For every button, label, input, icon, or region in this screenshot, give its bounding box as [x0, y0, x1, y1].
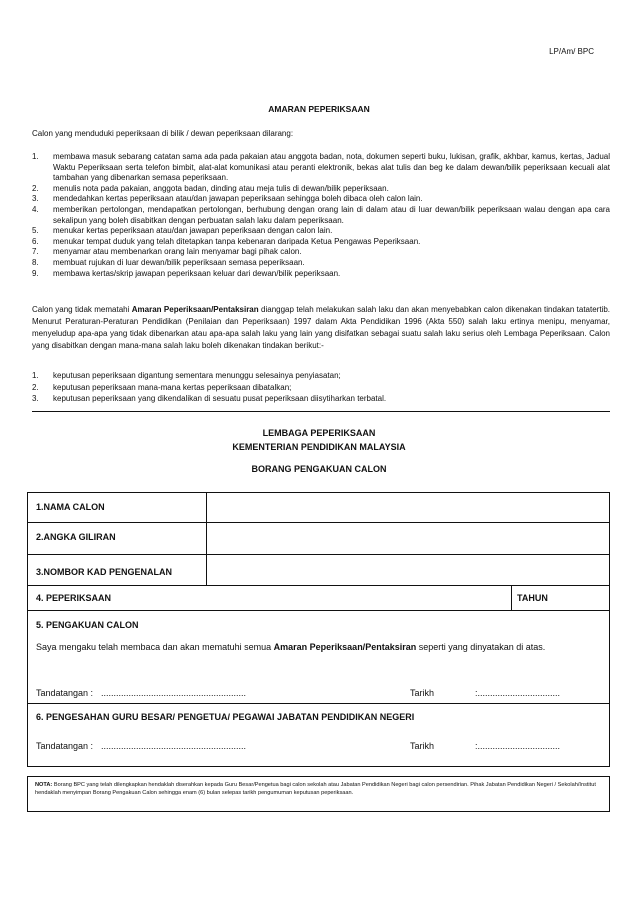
verifier-signature-label: Tandatangan : [36, 741, 94, 751]
rule-item: 3. mendedahkan kertas peperiksaan atau/dan jawapan peperiksaan sehingga boleh dibaca oleh calon lain. [32, 194, 423, 204]
candidate-name-label: 1.NAMA CALON [36, 502, 105, 512]
consequence-item: 2. keputusan peperiksaan mana-mana kertas peperiksaan dibatalkan; [32, 382, 292, 392]
rule-item: 7. menyamar atau membenarkan orang lain menyamar bagi pihak calon. [32, 247, 302, 257]
rule-item: 5. menukar kertas peperiksaan atau/dan jawapan peperiksaan dengan calon lain. [32, 226, 333, 236]
examination-label: 4. PEPERIKSAAN [36, 593, 112, 603]
rule-item: 6. menukar tempat duduk yang telah ditetapkan tanpa kebenaran daripada Ketua Pengawas Peperiksaan. [32, 236, 421, 246]
warning-title: AMARAN PEPERIKSAAN [268, 104, 370, 114]
consequence-item: 3. keputusan peperiksaan yang dikendalikan di sesuatu pusat peperiksaan diisytiharkan terbatal. [32, 394, 387, 403]
candidate-declaration-form [27, 492, 610, 767]
index-number-label: 2.ANGKA GILIRAN [36, 532, 116, 542]
misconduct-paragraph: Calon yang tidak mematahi Amaran Peperiksaan/Pentaksiran dianggap telah melakukan salah laku dan akan menyebabkan calon dikenakan tindakan tatatertib. Menurut Peraturan-Peraturan Pendidikan (Penilaian dan Peperiksaan) 1997 dalam Akta Pendidikan 1996 (Akta 550) salah laku ertinya menipu, menyamar, menyeludup apa-apa yang tidak dibenarkan atau apa-apa salah laku yang lain yang disifatkan sebagai suatu salah laku serius oleh Lembaga Peperiksaan. Calon yang disabitkan dengan mana-mana salah laku boleh dikenakan tindakan berikut:- [32, 305, 611, 350]
verification-heading: 6. PENGESAHAN GURU BESAR/ PENGETUA/ PEGAWAI JABATAN PENDIDIKAN NEGERI [36, 712, 415, 722]
year-field[interactable] [558, 586, 609, 610]
form-reference-code: LP/Am/ BPC [549, 47, 594, 56]
candidate-signature-label: Tandatangan : [36, 688, 94, 698]
candidate-signature-line[interactable]: .......................................................... [101, 688, 247, 698]
verifier-signature-line[interactable]: .......................................................... [101, 741, 247, 751]
consequences-list [32, 370, 610, 405]
prohibited-actions-list [32, 152, 610, 279]
rule-item: 1. membawa masuk sebarang catatan sama ada pada pakaian atau anggota badan, nota, dokumen seperti buku, lukisan, grafik, akhbar, kamus, kertas, Jadual Waktu Peperiksaan serta telefon bimbit, alat-alat komunikasi atau peranti elektronik, bekas alat tulis dan beg ke dalam dewan/bilik peperiksaan kecuali alat tambahan yang dibenarkan semasa peperiksaan. [32, 152, 610, 183]
row-divider [28, 610, 609, 611]
column-divider [511, 585, 512, 610]
ic-number-label: 3.NOMBOR KAD PENGENALAN [36, 567, 173, 577]
year-label: TAHUN [517, 593, 548, 603]
declaration-heading: 5. PENGAKUAN CALON [36, 620, 139, 630]
note-box [27, 776, 610, 812]
rule-item: 9. membawa kertas/skrip jawapan peperiksaan keluar dari dewan/bilik peperiksaan. [32, 268, 341, 278]
rule-item: 8. membuat rujukan di luar dewan/bilik peperiksaan semasa peperiksaan. [32, 257, 305, 267]
column-divider [206, 493, 207, 585]
warning-intro: Calon yang menduduki peperiksaan di bilik / dewan peperiksaan dilarang: [32, 129, 294, 138]
rule-item: 2. menulis nota pada pakaian, anggota badan, dinding atau meja tulis di dewan/bilik peperiksaan. [32, 183, 389, 193]
declaration-statement: Saya mengaku telah membaca dan akan mematuhi semua Amaran Peperiksaan/Pentaksiran seperti yang dinyatakan di atas. [36, 642, 546, 652]
note-label: NOTA: [35, 782, 53, 788]
candidate-date-line[interactable]: :................................. [475, 688, 561, 698]
section-divider [32, 411, 610, 412]
index-number-field[interactable] [208, 523, 609, 554]
note-text: Borang BPC yang telah dilengkapkan hendaklah diserahkan kepada Guru Besar/Pengetua bagi calon sekolah atau Jabatan Pendidikan Negeri bagi calon persendirian. Pihak Jabatan Pendidikan Negeri / Sekolah/Institut hendaklah menyimpan Borang Pengakuan Calon sehingga enam (6) bulan selepas tarikh pengumuman keputusan peperiksaan. [35, 782, 596, 796]
ic-number-field[interactable] [208, 555, 609, 585]
examination-field[interactable] [138, 586, 510, 610]
ministry-name: KEMENTERIAN PENDIDIKAN MALAYSIA [232, 442, 406, 452]
verifier-date-line[interactable]: :................................. [475, 741, 561, 751]
row-divider [28, 703, 609, 704]
candidate-date-label: Tarikh [410, 688, 435, 698]
verifier-date-label: Tarikh [410, 741, 435, 751]
organisation-name: LEMBAGA PEPERIKSAAN [262, 428, 376, 438]
consequence-item: 1. keputusan peperiksaan digantung sementara menunggu selesainya penyiasatan; [32, 371, 341, 380]
rule-item: 4. memberikan pertolongan, mendapatkan pertolongan, berhubung dengan orang lain di dalam atau di luar dewan/bilik peperiksaan walau dengan apa cara sekalipun yang boleh disabitkan dengan perbuatan salah laku dalam peperiksaan. [32, 204, 610, 225]
candidate-name-field[interactable] [208, 493, 609, 522]
form-title: BORANG PENGAKUAN CALON [251, 464, 387, 474]
